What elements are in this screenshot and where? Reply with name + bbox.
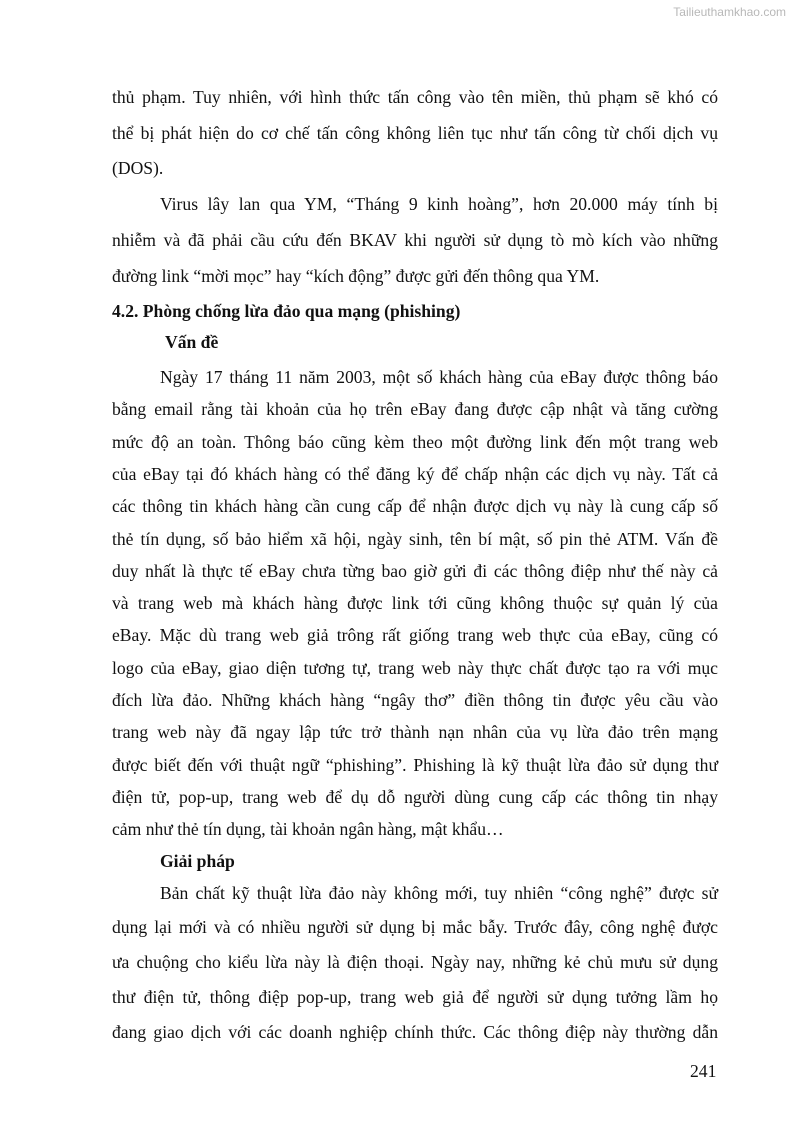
page-number: 241 xyxy=(690,1061,717,1081)
body-line: và trang web mà khách hàng được link tới cũng không thuộc sự quản lý của xyxy=(112,593,718,613)
section-heading: 4.2. Phòng chống lừa đảo qua mạng (phishing) xyxy=(112,301,461,321)
body-line: thể bị phát hiện do cơ chế tấn công không liên tục như tấn công từ chối dịch vụ xyxy=(112,123,718,143)
body-line: mức độ an toàn. Thông báo cũng kèm theo một đường link đến một trang web xyxy=(112,432,718,452)
body-line: ưa chuộng cho kiểu lừa này là điện thoại. Ngày nay, những kẻ chủ mưu sử dụng xyxy=(112,952,718,972)
body-line: logo của eBay, giao diện tương tự, trang web này thực chất được tạo ra với mục xyxy=(112,658,718,678)
body-line: dụng lại mới và có nhiều người sử dụng bị mắc bẫy. Trước đây, công nghệ được xyxy=(112,917,718,937)
body-line: trang web này đã ngay lập tức trở thành nạn nhân của vụ lừa đảo trên mạng xyxy=(112,722,718,742)
body-line: được biết đến với thuật ngữ “phishing”. Phishing là kỹ thuật lừa đảo sử dụng thư xyxy=(112,755,718,775)
subheading-problem: Vấn đề xyxy=(165,332,219,352)
watermark: Tailieuthamkhao.com xyxy=(673,5,786,19)
subheading-solution: Giải pháp xyxy=(160,851,235,871)
body-line: thủ phạm. Tuy nhiên, với hình thức tấn công vào tên miền, thủ phạm sẽ khó có xyxy=(112,87,718,107)
body-line: (DOS). xyxy=(112,158,164,178)
body-line: Virus lây lan qua YM, “Tháng 9 kinh hoàng”, hơn 20.000 máy tính bị xyxy=(160,194,718,214)
body-line: đang giao dịch với các doanh nghiệp chính thức. Các thông điệp này thường dẫn xyxy=(112,1022,718,1042)
body-line: Ngày 17 tháng 11 năm 2003, một số khách hàng của eBay được thông báo xyxy=(160,367,718,387)
body-line: cảm như thẻ tín dụng, tài khoản ngân hàng, mật khẩu… xyxy=(112,819,504,839)
body-line: các thông tin khách hàng cần cung cấp để nhận được dịch vụ này là cung cấp số xyxy=(112,496,718,516)
body-line: duy nhất là thực tế eBay chưa từng bao giờ gửi đi các thông điệp như thế này cả xyxy=(112,561,718,581)
body-line: của eBay tại đó khách hàng có thể đăng ký để chấp nhận các dịch vụ này. Tất cả xyxy=(112,464,718,484)
body-line: Bản chất kỹ thuật lừa đảo này không mới, tuy nhiên “công nghệ” được sử xyxy=(160,883,718,903)
body-line: thẻ tín dụng, số bảo hiểm xã hội, ngày sinh, tên bí mật, số pin thẻ ATM. Vấn đề xyxy=(112,529,718,549)
body-line: điện tử, pop-up, trang web để dụ dỗ người dùng cung cấp các thông tin nhạy xyxy=(112,787,718,807)
body-line: thư điện tử, thông điệp pop-up, trang web giả để người sử dụng tưởng lầm họ xyxy=(112,987,718,1007)
body-line: nhiễm và đã phải cầu cứu đến BKAV khi người sử dụng tò mò kích vào những xyxy=(112,230,718,250)
body-line: đích lừa đảo. Những khách hàng “ngây thơ” điền thông tin được yêu cầu vào xyxy=(112,690,718,710)
body-line: đường link “mời mọc” hay “kích động” được gửi đến thông qua YM. xyxy=(112,266,600,286)
body-line: bằng email rằng tài khoản của họ trên eBay đang được cập nhật và tăng cường xyxy=(112,399,718,419)
body-line: eBay. Mặc dù trang web giả trông rất giống trang web thực của eBay, cũng có xyxy=(112,625,718,645)
